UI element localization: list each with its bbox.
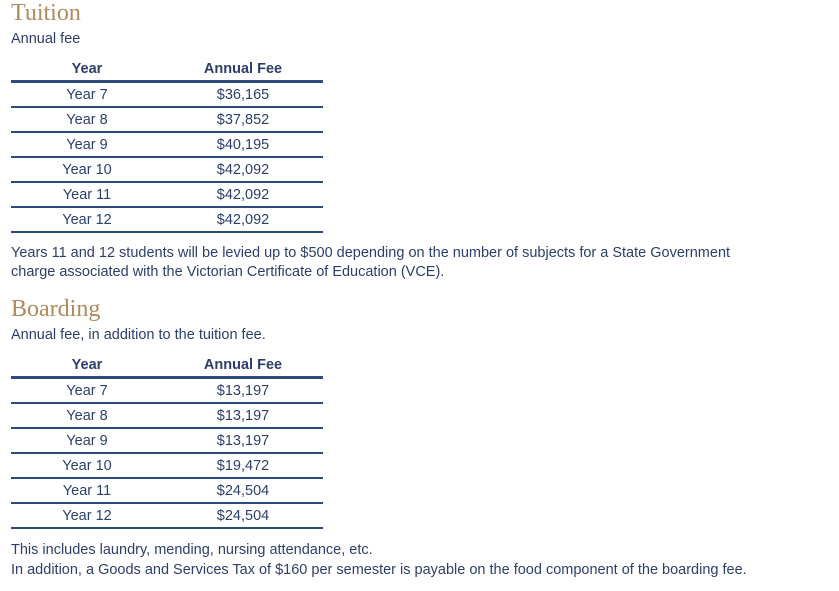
fee-cell: $36,165 <box>163 82 323 108</box>
table-row <box>11 378 323 404</box>
boarding-note-line-2: In addition, a Goods and Services Tax of $160 per semester is payable on the food component of the boarding fee. <box>11 562 747 578</box>
year-column-header: Year <box>11 57 163 82</box>
boarding-subtitle: Annual fee, in addition to the tuition fee. <box>11 327 266 343</box>
year-cell: Year 12 <box>11 503 163 528</box>
year-cell: Year 11 <box>11 182 163 207</box>
fee-cell: $19,472 <box>163 453 323 478</box>
table-row <box>11 403 323 428</box>
fee-cell: $40,195 <box>163 132 323 157</box>
table-row <box>11 503 323 528</box>
fee-cell: $42,092 <box>163 182 323 207</box>
year-cell: Year 8 <box>11 403 163 428</box>
annual-fee-column-header: Annual Fee <box>163 57 323 82</box>
year-column-header: Year <box>11 353 163 378</box>
year-cell: Year 10 <box>11 453 163 478</box>
tuition-title: Tuition <box>11 0 81 26</box>
year-cell: Year 11 <box>11 478 163 503</box>
year-cell: Year 9 <box>11 132 163 157</box>
fee-cell: $37,852 <box>163 107 323 132</box>
table-row <box>11 157 323 182</box>
year-cell: Year 9 <box>11 428 163 453</box>
fee-cell: $24,504 <box>163 503 323 528</box>
tuition-subtitle: Annual fee <box>11 31 81 47</box>
year-cell: Year 7 <box>11 82 163 108</box>
tuition-note-line-2: charge associated with the Victorian Certificate of Education (VCE). <box>11 264 445 280</box>
fee-cell: $13,197 <box>163 378 323 404</box>
table-row <box>11 132 323 157</box>
year-cell: Year 7 <box>11 378 163 404</box>
annual-fee-column-header: Annual Fee <box>163 353 323 378</box>
table-row <box>11 453 323 478</box>
fee-cell: $42,092 <box>163 157 323 182</box>
tuition-note-line-1: Years 11 and 12 students will be levied up to $500 depending on the number of subjects for a State Government <box>11 245 731 261</box>
fee-cell: $24,504 <box>163 478 323 503</box>
table-header-row <box>11 57 323 82</box>
boarding-note-line-1: This includes laundry, mending, nursing attendance, etc. <box>11 542 373 558</box>
table-row <box>11 207 323 232</box>
table-row <box>11 107 323 132</box>
table-row <box>11 428 323 453</box>
table-row <box>11 82 323 108</box>
table-header-row <box>11 353 323 378</box>
boarding-title: Boarding <box>11 296 101 322</box>
boarding-fee-table <box>11 353 323 529</box>
table-row <box>11 182 323 207</box>
tuition-fee-table <box>11 57 323 233</box>
fee-cell: $13,197 <box>163 428 323 453</box>
table-row <box>11 478 323 503</box>
fee-cell: $42,092 <box>163 207 323 232</box>
year-cell: Year 10 <box>11 157 163 182</box>
year-cell: Year 8 <box>11 107 163 132</box>
year-cell: Year 12 <box>11 207 163 232</box>
fee-cell: $13,197 <box>163 403 323 428</box>
